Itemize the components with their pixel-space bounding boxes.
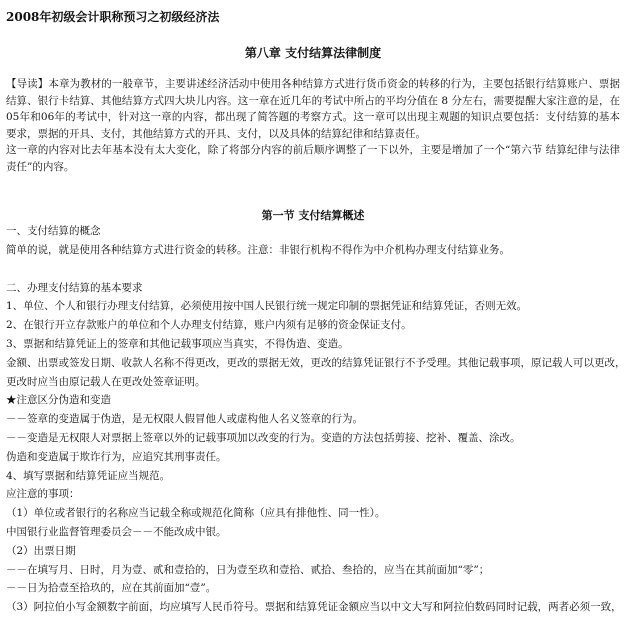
chapter-title: 第八章 支付结算法律制度 [244,46,382,60]
paragraph-line: －－在填写月、日时，月为壹、贰和壹拾的，日为壹至玖和壹拾、贰拾、叁拾的，应当在其前面加“零”； [6,563,490,576]
paragraph-line: 金额、出票或签发日期、收款人名称不得更改，更改的票据无效，更改的结算凭证银行不予受理。其他记载事项，原记载人可以更改， [6,356,626,369]
paragraph-line: （3）阿拉伯小写金额数字前面，均应填写人民币符号。票据和结算凭证金额应当以中文大写和阿拉伯数码同时记载，两者必须一致， [6,601,622,614]
section-body [6,222,626,617]
paragraph-line: 伪造和变造属于欺诈行为，应追究其刑事责任。 [6,450,227,463]
paragraph-line: 1、单位、个人和银行办理支付结算，必须使用按中国人民银行统一规定印制的票据凭证和结算凭证，否则无效。 [6,300,528,313]
subheading-requirements: 二、办理支付结算的基本要求 [6,281,143,294]
subheading-concept: 一、支付结算的概念 [6,225,101,237]
paragraph-line: 中国银行业监督管理委员会－－不能改成中银。 [6,525,227,538]
paragraph-line: 2、在银行开立存款账户的单位和个人办理支付结算，账户内须有足够的资金保证支付。 [6,319,412,332]
paragraph-line: 简单的说，就是使用各种结算方式进行资金的转移。注意：非银行机构不得作为中介机构办理支付结算业务。 [6,243,510,256]
paragraph-line: 4、填写票据和结算凭证应当规范。 [6,469,171,482]
intro-block [6,76,620,175]
note-heading: ★注意区分伪造和变造 [6,394,111,407]
intro-paragraph-2: 这一章的内容对比去年基本没有太大变化，除了将部分内容的前后顺序调整了一下以外，主要是增加了一个“第六节 结算纪律与法律责任”的内容。 [6,144,620,173]
paragraph-line: －－日为拾壹至拾玖的，应在其前面加“壹”。 [6,582,217,595]
paragraph-line: 应注意的事项： [6,488,80,501]
spacer [6,260,622,279]
paragraph-line: 更改时应当由原记载人在更改处签章证明。 [6,375,206,388]
paragraph-line: （2）出票日期 [6,544,76,557]
intro-paragraph-1: 【导读】本章为教材的一般章节，主要讲述经济活动中使用各种结算方式进行货币资金的转移的行为，主要包括银行结算账户、票据结算、银行卡结算、其他结算方式四大块儿内容。这一章在近几年的考试中所占的平均分值在 8 分左右，需要提醒大家注意的是，在05年和06年的考试中，针对这一章的内容，都出现了简答题的考察方式。这一章可以出现主观题的知识点要包括：支付结算的基本要求，票据的开具、支付，其他结算方式的开具、支付，以及具体的结算纪律和结算责任。 [6,78,620,140]
paragraph-line: －－签章的变造属于伪造，是无权限人假冒他人或虚构他人名义签章的行为。 [6,413,363,426]
paragraph-line: －－变造是无权限人对票据上签章以外的记载事项加以改变的行为。变造的方法包括剪接、挖补、覆盖、涂改。 [6,431,521,444]
document-title: 2008年初级会计职称预习之初级经济法 [6,10,220,24]
paragraph-line: 3、票据和结算凭证上的签章和其他记载事项应当真实，不得伪造、变造。 [6,337,349,350]
section-title: 第一节 支付结算概述 [261,209,365,222]
paragraph-line: （1）单位或者银行的名称应当记载全称或规范化简称（应具有排他性、同一性）。 [6,507,386,520]
